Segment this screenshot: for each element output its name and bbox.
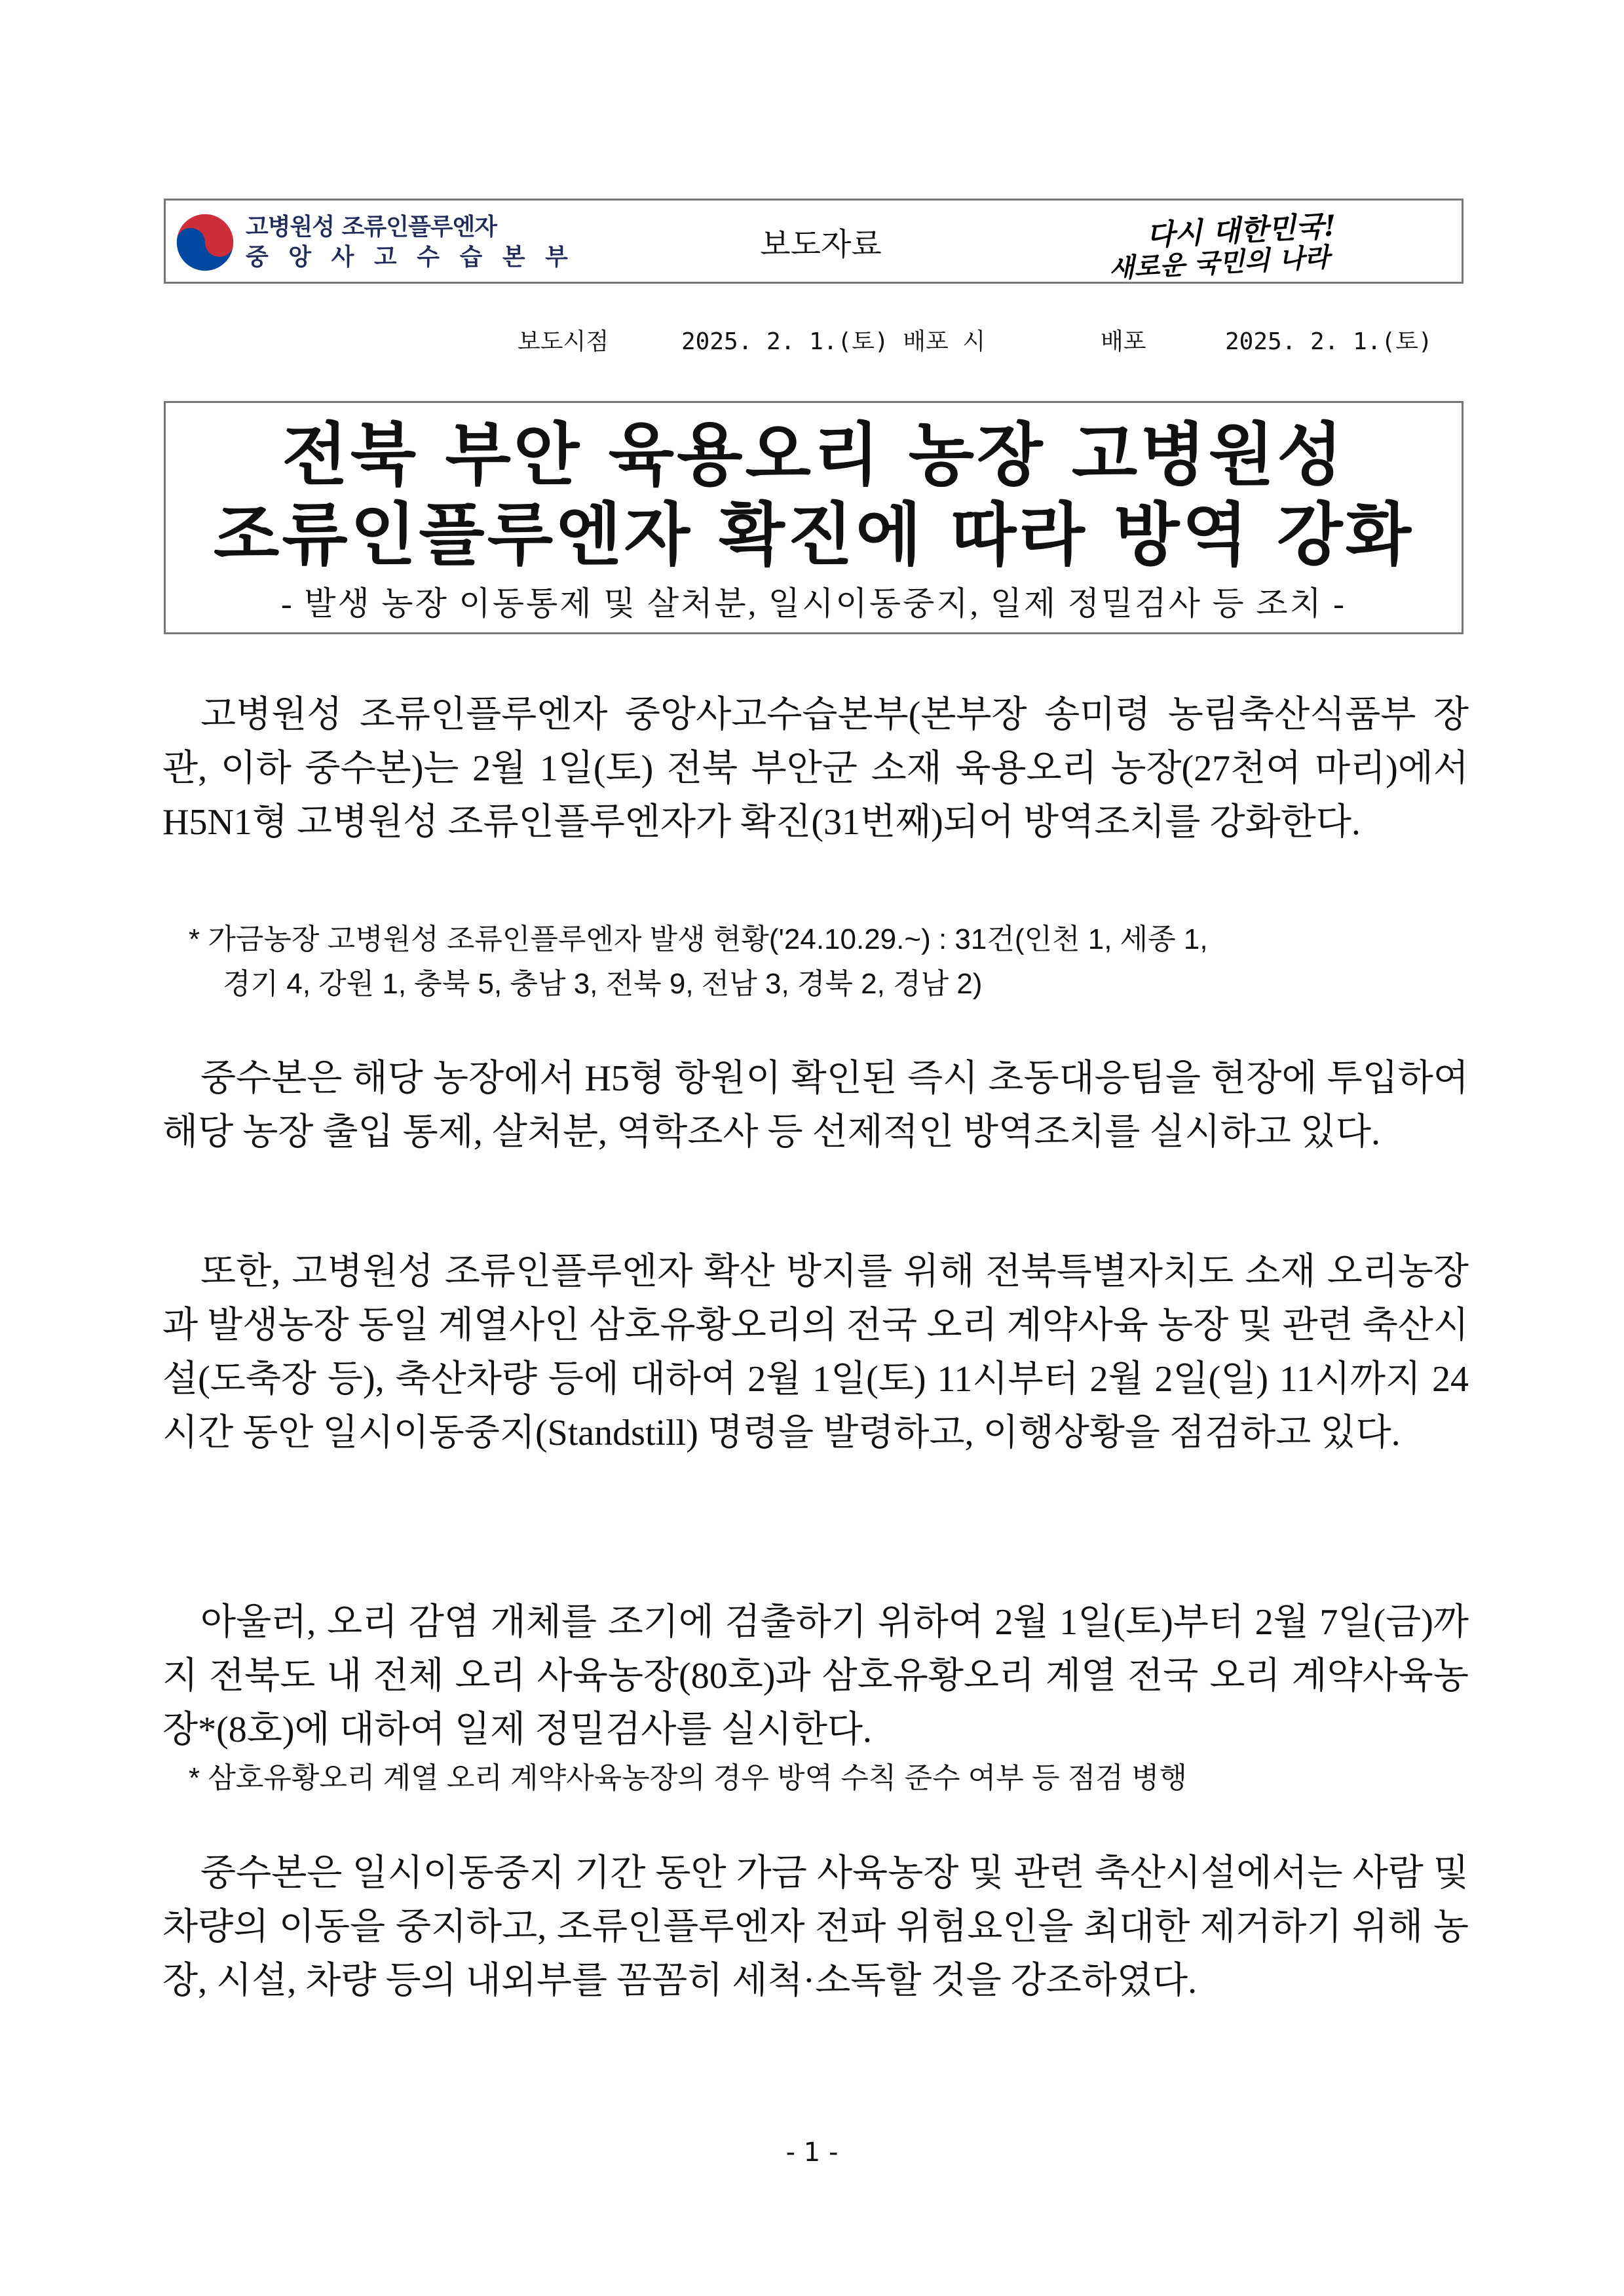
headline-line2: 조류인플루엔자 확진에 따라 방역 강화: [213, 495, 1414, 575]
footnote-1-line2: 경기 4, 강원 1, 충북 5, 충남 3, 전북 9, 전남 3, 경북 2, 경남 2): [223, 968, 983, 1000]
ministry-logo: [174, 210, 574, 275]
footnote-2: * 삼호유황오리 계열 오리 계약사육농장의 경우 방역 수칙 준수 여부 등 점검 병행: [189, 1762, 1187, 1794]
org-name-line1: 고병원성 조류인플루엔자: [246, 214, 497, 240]
paragraph-2: 중수본은 해당 농장에서 H5형 항원이 확인된 즉시 초동대응팀을 현장에 투입하여 해당 농장 출입 통제, 살처분, 역학조사 등 선제적인 방역조치를 실시하고 있다.: [162, 1058, 1469, 1153]
header-box: [164, 199, 1463, 284]
document-type: 보도자료: [760, 226, 882, 263]
org-name-line2: 중 앙 사 고 수 습 본 부: [246, 244, 574, 271]
paragraph-4: 아울러, 오리 감염 개체를 조기에 검출하기 위하여 2월 1일(토)부터 2월 7일(금)까지 전북도 내 전체 오리 사육농장(80호)과 삼호유황오리 계열 전국 오리 계약사육농장*(8호)에 대하여 일제 정밀검사를 실시한다.: [162, 1602, 1469, 1750]
headline-box: [164, 401, 1463, 634]
taegeuk-emblem-icon: [174, 211, 236, 274]
distribution-value: 2025. 2. 1.(토): [1225, 328, 1433, 355]
slogan-line2: 새로운 국민의 나라: [1108, 241, 1331, 284]
paragraph-3: 또한, 고병원성 조류인플루엔자 확산 방지를 위해 전북특별자치도 소재 오리농장과 발생농장 동일 계열사인 삼호유황오리의 전국 오리 계약사육 농장 및 관련 축산시설(도축장 등), 축산차량 등에 대하여 2월 1일(토) 11시부터 2월 2일(일) 11시까지 24시간 동안 일시이동중지(Standstill) 명령을 발령하고, 이행상황을 점검하고 있다.: [162, 1252, 1469, 1453]
release-dates: [518, 323, 1441, 356]
handwritten-slogan: [1106, 198, 1424, 286]
slogan-line1: 다시 대한민국!: [1145, 209, 1337, 253]
footnote-1-line1: * 가금농장 고병원성 조류인플루엔자 발생 현황('24.10.29.~) : 31건(인천 1, 세종 1,: [189, 923, 1208, 955]
release-time-label: 보도시점: [518, 328, 609, 355]
headline-subtitle: - 발생 농장 이동통제 및 살처분, 일시이동중지, 일제 정밀검사 등 조치 -: [281, 585, 1346, 622]
page-number: - 1 -: [785, 2137, 839, 2168]
release-time-value: 2025. 2. 1.(토) 배포 시: [681, 328, 986, 355]
paragraph-1: 고병원성 조류인플루엔자 중앙사고수습본부(본부장 송미령 농림축산식품부 장관, 이하 중수본)는 2월 1일(토) 전북 부안군 소재 육용오리 농장(27천여 마리)에서 H5N1형 고병원성 조류인플루엔자가 확진(31번째)되어 방역조치를 강화한다.: [162, 695, 1469, 843]
headline-line1: 전북 부안 육용오리 농장 고병원성: [282, 415, 1346, 495]
paragraph-5: 중수본은 일시이동중지 기간 동안 가금 사육농장 및 관련 축산시설에서는 사람 및 차량의 이동을 중지하고, 조류인플루엔자 전파 위험요인을 최대한 제거하기 위해 농장, 시설, 차량 등의 내외부를 꼼꼼히 세척·소독할 것을 강조하였다.: [162, 1853, 1469, 2001]
distribution-label: 배포: [1101, 328, 1146, 355]
